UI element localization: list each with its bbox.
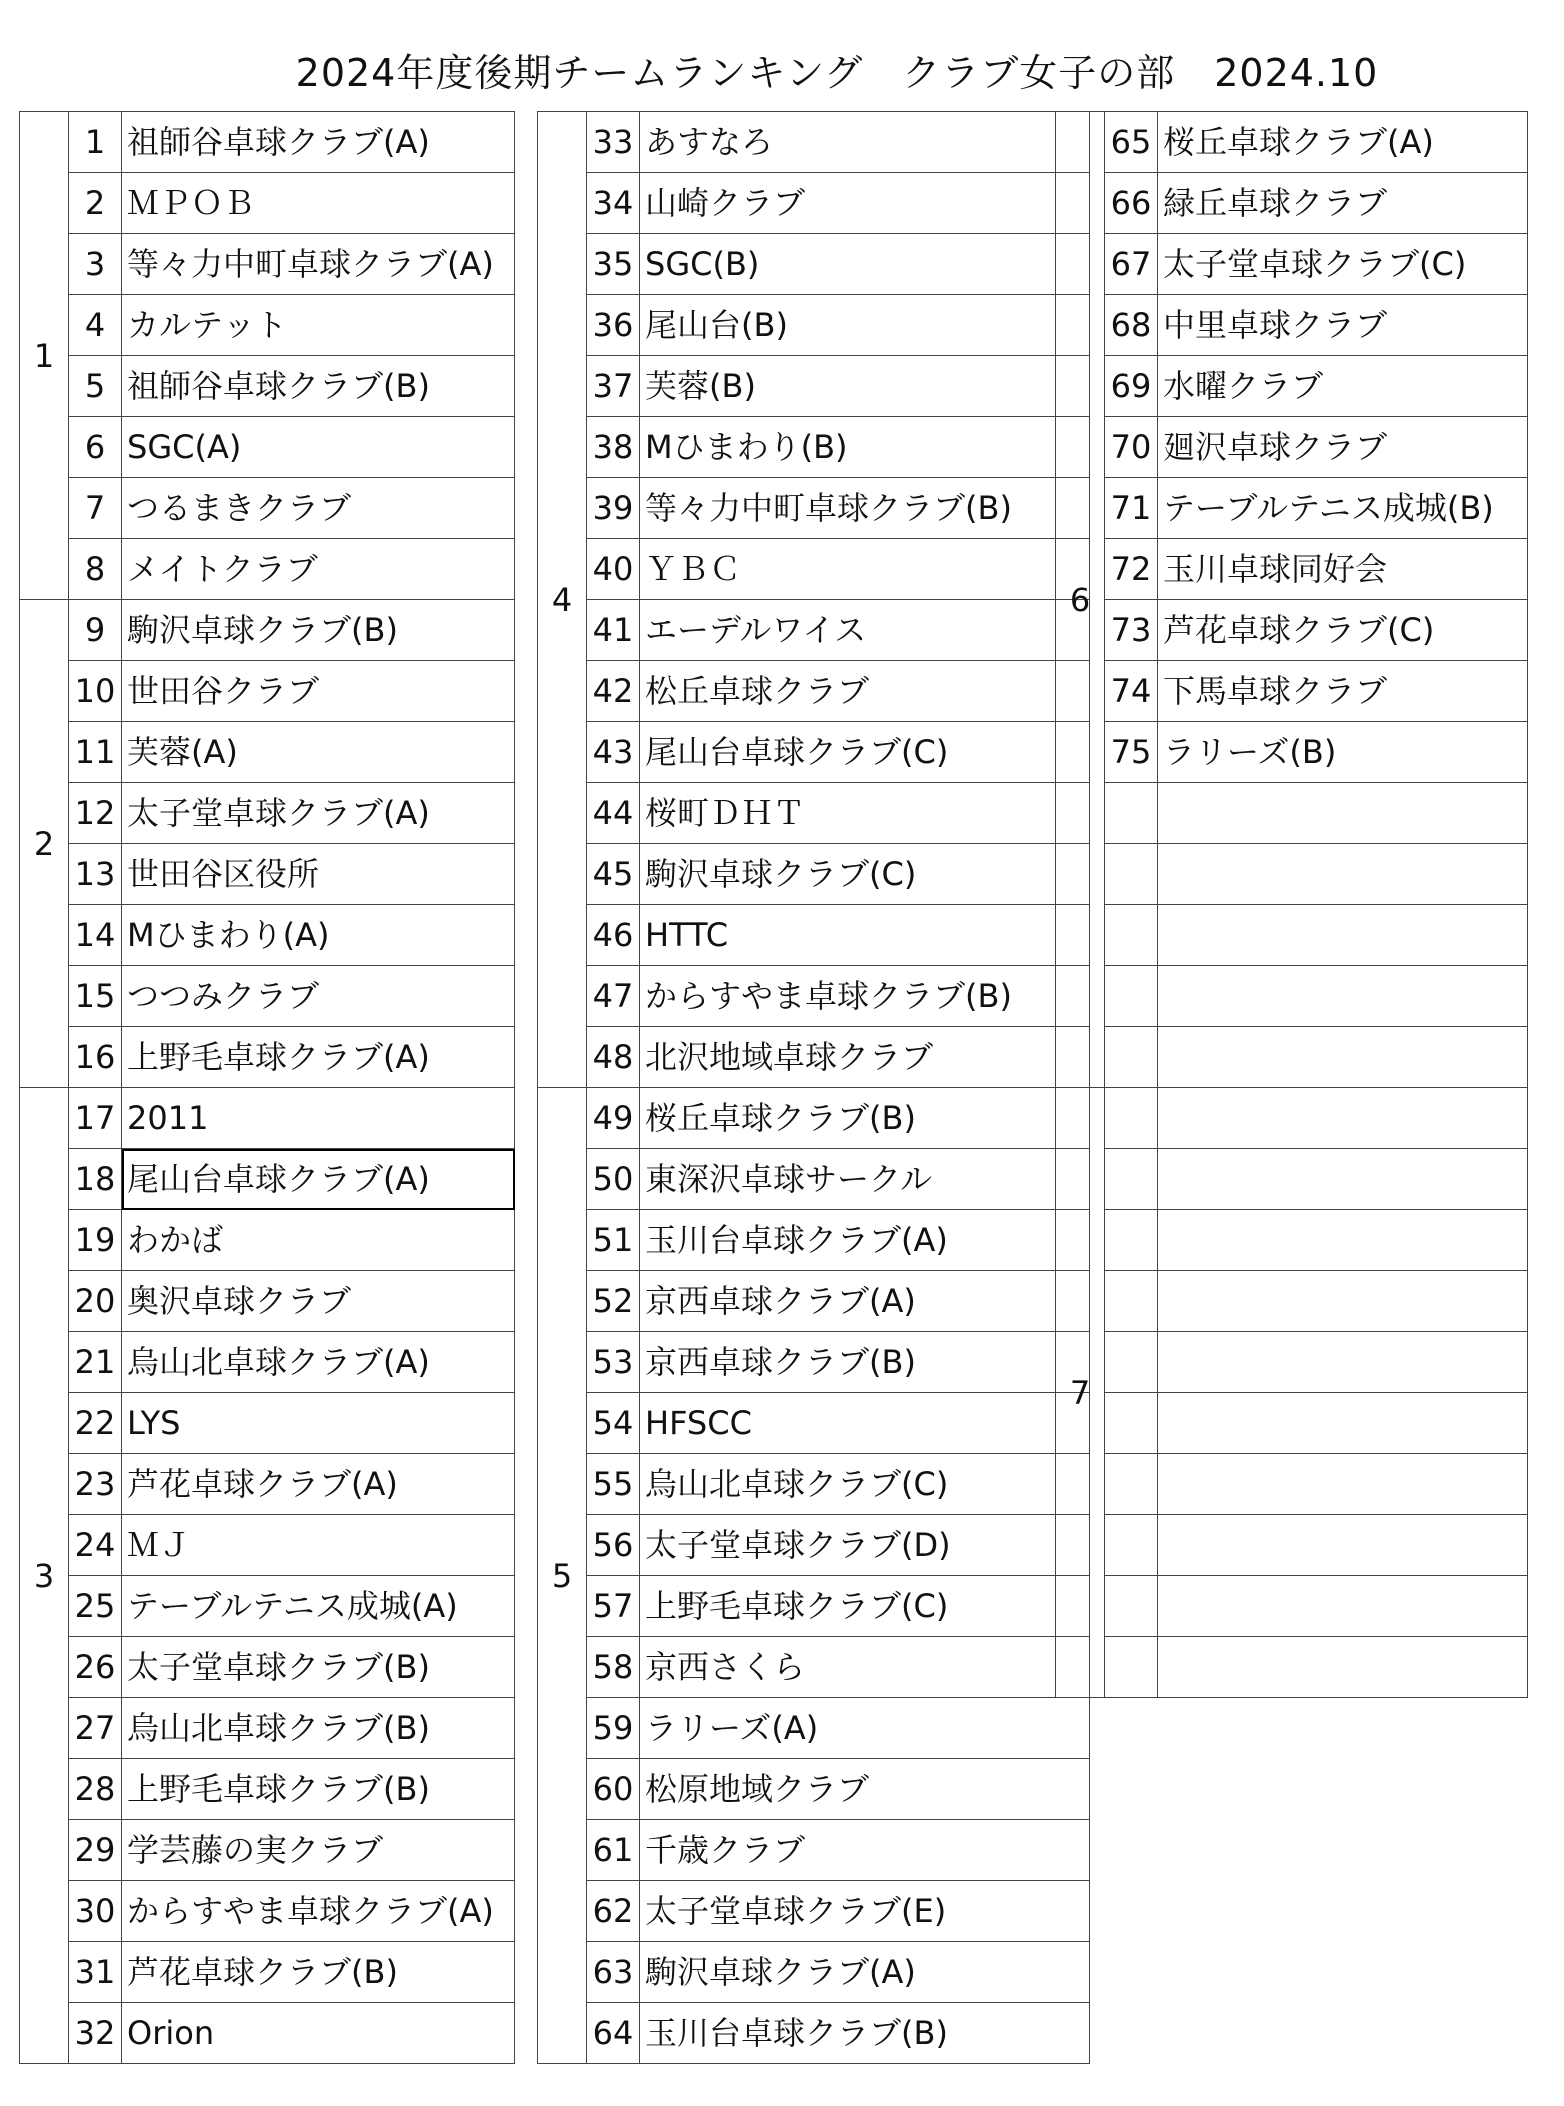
rank-number [1105, 966, 1158, 1027]
team-name: 等々力中町卓球クラブ(A) [122, 234, 515, 295]
table-row [1056, 1393, 1528, 1454]
table-row [20, 844, 515, 905]
team-name: ＭＪ [122, 1515, 515, 1576]
rank-number: 32 [69, 2003, 122, 2064]
table-row [538, 1332, 1090, 1393]
rank-number: 75 [1105, 722, 1158, 783]
table-row [1056, 600, 1528, 661]
team-name: 等々力中町卓球クラブ(B) [640, 478, 1090, 539]
rank-number: 49 [587, 1088, 640, 1149]
rank-number: 72 [1105, 539, 1158, 600]
rank-number: 23 [69, 1454, 122, 1515]
team-name: 芦花卓球クラブ(A) [122, 1454, 515, 1515]
table-row [1056, 1027, 1528, 1088]
table-row [1056, 1149, 1528, 1210]
table-row [538, 1210, 1090, 1271]
table-row [20, 234, 515, 295]
rank-number [1105, 844, 1158, 905]
team-name: 芙蓉(A) [122, 722, 515, 783]
group-label: 7 [1056, 1088, 1105, 1698]
team-name: 上野毛卓球クラブ(B) [122, 1759, 515, 1820]
team-name: 京西卓球クラブ(A) [640, 1271, 1090, 1332]
team-name: 駒沢卓球クラブ(B) [122, 600, 515, 661]
rank-number: 38 [587, 417, 640, 478]
table-row [538, 1515, 1090, 1576]
rank-number [1105, 1454, 1158, 1515]
team-name [1158, 1515, 1528, 1576]
rank-number: 15 [69, 966, 122, 1027]
rank-number: 60 [587, 1759, 640, 1820]
rank-number: 33 [587, 112, 640, 173]
team-name [1158, 1332, 1528, 1393]
rank-number: 44 [587, 783, 640, 844]
rank-number: 16 [69, 1027, 122, 1088]
ranking-column-1 [19, 111, 515, 2064]
table-row [1056, 1515, 1528, 1576]
table-row [1056, 1637, 1528, 1698]
team-name: 芦花卓球クラブ(B) [122, 1942, 515, 2003]
rank-number [1105, 1515, 1158, 1576]
rank-number: 26 [69, 1637, 122, 1698]
table-row [20, 1027, 515, 1088]
rank-number: 62 [587, 1881, 640, 1942]
group-label: 1 [20, 112, 69, 600]
rank-number [1105, 1393, 1158, 1454]
team-name: 松丘卓球クラブ [640, 661, 1090, 722]
table-row [538, 600, 1090, 661]
team-name: 北沢地域卓球クラブ [640, 1027, 1090, 1088]
team-name: SGC(A) [122, 417, 515, 478]
rank-number: 39 [587, 478, 640, 539]
team-name: 尾山台卓球クラブ(C) [640, 722, 1090, 783]
table-row [538, 1942, 1090, 2003]
table-row [1056, 1576, 1528, 1637]
rank-number [1105, 1271, 1158, 1332]
group-label: 5 [538, 1088, 587, 2064]
team-name: 烏山北卓球クラブ(B) [122, 1698, 515, 1759]
rank-number: 13 [69, 844, 122, 905]
rank-number: 58 [587, 1637, 640, 1698]
rank-number: 37 [587, 356, 640, 417]
team-name: 烏山北卓球クラブ(A) [122, 1332, 515, 1393]
table-row [20, 1332, 515, 1393]
table-row [20, 1210, 515, 1271]
table-row [20, 1942, 515, 2003]
table-row [538, 234, 1090, 295]
table-row [1056, 112, 1528, 173]
rank-number: 64 [587, 2003, 640, 2064]
rank-number: 27 [69, 1698, 122, 1759]
team-name: ＭＰＯＢ [122, 173, 515, 234]
team-name: 2011 [122, 1088, 515, 1149]
table-row [1056, 539, 1528, 600]
table-row [20, 173, 515, 234]
rank-number: 22 [69, 1393, 122, 1454]
team-name: 上野毛卓球クラブ(A) [122, 1027, 515, 1088]
team-name: あすなろ [640, 112, 1090, 173]
team-name [1158, 1271, 1528, 1332]
team-name: エーデルワイス [640, 600, 1090, 661]
group-label: 2 [20, 600, 69, 1088]
team-name: 東深沢卓球サークル [640, 1149, 1090, 1210]
table-row [538, 1881, 1090, 1942]
team-name: HTTC [640, 905, 1090, 966]
table-row [538, 661, 1090, 722]
table-row [538, 1637, 1090, 1698]
table-row [20, 1149, 515, 1210]
table-row [538, 1576, 1090, 1637]
rank-number: 47 [587, 966, 640, 1027]
ranking-column-3 [1055, 111, 1528, 1698]
rank-number: 50 [587, 1149, 640, 1210]
table-row [20, 783, 515, 844]
rank-number: 34 [587, 173, 640, 234]
table-row [538, 478, 1090, 539]
rank-number: 3 [69, 234, 122, 295]
team-name [1158, 1149, 1528, 1210]
table-row [538, 417, 1090, 478]
table-row [20, 905, 515, 966]
rank-number: 55 [587, 1454, 640, 1515]
rank-number: 68 [1105, 295, 1158, 356]
rank-number: 17 [69, 1088, 122, 1149]
team-name: 松原地域クラブ [640, 1759, 1090, 1820]
rank-number: 4 [69, 295, 122, 356]
table-row [20, 1088, 515, 1149]
table-row [1056, 173, 1528, 234]
team-name: 京西さくら [640, 1637, 1090, 1698]
group-label: 3 [20, 1088, 69, 2064]
table-row [1056, 417, 1528, 478]
team-name: 中里卓球クラブ [1158, 295, 1528, 356]
table-row [20, 1820, 515, 1881]
table-row [538, 173, 1090, 234]
rank-number: 40 [587, 539, 640, 600]
rank-number: 52 [587, 1271, 640, 1332]
rank-number: 36 [587, 295, 640, 356]
rank-number: 59 [587, 1698, 640, 1759]
table-row [1056, 844, 1528, 905]
rank-number: 12 [69, 783, 122, 844]
table-row [20, 1576, 515, 1637]
rank-number: 45 [587, 844, 640, 905]
rank-number: 41 [587, 600, 640, 661]
rank-number: 67 [1105, 234, 1158, 295]
team-name: Mひまわり(B) [640, 417, 1090, 478]
rank-number: 10 [69, 661, 122, 722]
table-row [538, 1698, 1090, 1759]
table-row [20, 1759, 515, 1820]
rank-number [1105, 783, 1158, 844]
table-row [1056, 234, 1528, 295]
rank-number: 19 [69, 1210, 122, 1271]
rank-number: 51 [587, 1210, 640, 1271]
rank-number: 54 [587, 1393, 640, 1454]
team-name: 下馬卓球クラブ [1158, 661, 1528, 722]
table-row [538, 783, 1090, 844]
team-name: 廻沢卓球クラブ [1158, 417, 1528, 478]
table-row [20, 417, 515, 478]
table-row [20, 600, 515, 661]
team-name: カルテット [122, 295, 515, 356]
team-name: つつみクラブ [122, 966, 515, 1027]
team-name: 山崎クラブ [640, 173, 1090, 234]
team-name: 京西卓球クラブ(B) [640, 1332, 1090, 1393]
team-name: 世田谷区役所 [122, 844, 515, 905]
team-name [1158, 1637, 1528, 1698]
group-label: 4 [538, 112, 587, 1088]
team-name [1158, 1088, 1528, 1149]
team-name: 水曜クラブ [1158, 356, 1528, 417]
rank-number: 71 [1105, 478, 1158, 539]
team-name [1158, 1027, 1528, 1088]
rank-number: 14 [69, 905, 122, 966]
table-row [538, 1027, 1090, 1088]
table-row [20, 1271, 515, 1332]
rank-number: 35 [587, 234, 640, 295]
rank-number: 61 [587, 1820, 640, 1881]
rank-number: 1 [69, 112, 122, 173]
table-row [20, 661, 515, 722]
rank-number: 48 [587, 1027, 640, 1088]
table-row [20, 1698, 515, 1759]
team-name: テーブルテニス成城(B) [1158, 478, 1528, 539]
table-row [538, 1088, 1090, 1149]
table-row [20, 1881, 515, 1942]
team-name: 千歳クラブ [640, 1820, 1090, 1881]
team-name: 太子堂卓球クラブ(A) [122, 783, 515, 844]
table-row [538, 112, 1090, 173]
rank-number: 25 [69, 1576, 122, 1637]
table-row [20, 1515, 515, 1576]
team-name: 駒沢卓球クラブ(A) [640, 1942, 1090, 2003]
table-row [20, 1454, 515, 1515]
team-name [1158, 783, 1528, 844]
table-row [1056, 1210, 1528, 1271]
table-row [20, 1393, 515, 1454]
team-name: 太子堂卓球クラブ(C) [1158, 234, 1528, 295]
table-row [1056, 661, 1528, 722]
team-name [1158, 844, 1528, 905]
table-row [1056, 1088, 1528, 1149]
rank-number: 56 [587, 1515, 640, 1576]
table-row [538, 356, 1090, 417]
rank-number: 43 [587, 722, 640, 783]
team-name: 祖師谷卓球クラブ(A) [122, 112, 515, 173]
table-row [1056, 356, 1528, 417]
rank-number: 46 [587, 905, 640, 966]
team-name: Mひまわり(A) [122, 905, 515, 966]
team-name: 尾山台(B) [640, 295, 1090, 356]
team-name: ラリーズ(B) [1158, 722, 1528, 783]
table-row [538, 295, 1090, 356]
rank-number: 70 [1105, 417, 1158, 478]
team-name: HFSCC [640, 1393, 1090, 1454]
table-row [538, 1454, 1090, 1515]
group-label: 6 [1056, 112, 1105, 1088]
rank-number: 69 [1105, 356, 1158, 417]
rank-number: 8 [69, 539, 122, 600]
rank-number [1105, 1637, 1158, 1698]
team-name: 玉川台卓球クラブ(B) [640, 2003, 1090, 2064]
rank-number [1105, 1149, 1158, 1210]
team-name: LYS [122, 1393, 515, 1454]
table-row [538, 966, 1090, 1027]
rank-number: 18 [69, 1149, 122, 1210]
rank-number: 7 [69, 478, 122, 539]
table-row [1056, 783, 1528, 844]
rank-number: 53 [587, 1332, 640, 1393]
team-name: 奥沢卓球クラブ [122, 1271, 515, 1332]
ranking-column-2 [537, 111, 1090, 2064]
rank-number: 73 [1105, 600, 1158, 661]
team-name: 太子堂卓球クラブ(D) [640, 1515, 1090, 1576]
table-row [538, 1149, 1090, 1210]
table-row [538, 844, 1090, 905]
team-name: 桜町ＤＨＴ [640, 783, 1090, 844]
table-row [538, 905, 1090, 966]
rank-number: 30 [69, 1881, 122, 1942]
table-row [1056, 1454, 1528, 1515]
table-row [1056, 966, 1528, 1027]
team-name [1158, 1576, 1528, 1637]
team-name [1158, 966, 1528, 1027]
team-name: からすやま卓球クラブ(A) [122, 1881, 515, 1942]
rank-number: 74 [1105, 661, 1158, 722]
team-name: 芦花卓球クラブ(C) [1158, 600, 1528, 661]
team-name: Orion [122, 2003, 515, 2064]
table-row [538, 722, 1090, 783]
rank-number: 9 [69, 600, 122, 661]
rank-number [1105, 1576, 1158, 1637]
table-row [1056, 905, 1528, 966]
rank-number: 42 [587, 661, 640, 722]
team-name: ＹＢＣ [640, 539, 1090, 600]
table-row [1056, 722, 1528, 783]
team-name: つるまきクラブ [122, 478, 515, 539]
table-row [1056, 478, 1528, 539]
table-row [20, 295, 515, 356]
table-row [538, 1820, 1090, 1881]
team-name [1158, 1210, 1528, 1271]
rank-number [1105, 1332, 1158, 1393]
team-name [1158, 905, 1528, 966]
team-name: わかば [122, 1210, 515, 1271]
table-row [20, 356, 515, 417]
team-name: ラリーズ(A) [640, 1698, 1090, 1759]
table-row [538, 1271, 1090, 1332]
team-name: 太子堂卓球クラブ(B) [122, 1637, 515, 1698]
table-row [1056, 295, 1528, 356]
rank-number: 20 [69, 1271, 122, 1332]
team-name [1158, 1454, 1528, 1515]
rank-number [1105, 1210, 1158, 1271]
team-name: 芙蓉(B) [640, 356, 1090, 417]
rank-number: 29 [69, 1820, 122, 1881]
team-name: メイトクラブ [122, 539, 515, 600]
rank-number [1105, 1027, 1158, 1088]
rank-number [1105, 905, 1158, 966]
team-name [1158, 1393, 1528, 1454]
team-name: 桜丘卓球クラブ(A) [1158, 112, 1528, 173]
rank-number: 57 [587, 1576, 640, 1637]
rank-number: 31 [69, 1942, 122, 2003]
team-name: 祖師谷卓球クラブ(B) [122, 356, 515, 417]
rank-number: 6 [69, 417, 122, 478]
team-name: 烏山北卓球クラブ(C) [640, 1454, 1090, 1515]
team-name: 駒沢卓球クラブ(C) [640, 844, 1090, 905]
rank-number: 66 [1105, 173, 1158, 234]
team-name: テーブルテニス成城(A) [122, 1576, 515, 1637]
team-name: 学芸藤の実クラブ [122, 1820, 515, 1881]
rank-number: 11 [69, 722, 122, 783]
table-row [538, 1759, 1090, 1820]
rank-number: 21 [69, 1332, 122, 1393]
team-name: 上野毛卓球クラブ(C) [640, 1576, 1090, 1637]
rank-number: 24 [69, 1515, 122, 1576]
team-name: 緑丘卓球クラブ [1158, 173, 1528, 234]
team-name-selected-cell[interactable]: 尾山台卓球クラブ(A) [122, 1149, 515, 1210]
table-row [20, 539, 515, 600]
table-row [20, 966, 515, 1027]
rank-number [1105, 1088, 1158, 1149]
rank-number: 65 [1105, 112, 1158, 173]
table-row [20, 112, 515, 173]
rank-number: 63 [587, 1942, 640, 2003]
team-name: SGC(B) [640, 234, 1090, 295]
table-row [538, 2003, 1090, 2064]
table-row [538, 1393, 1090, 1454]
table-row [1056, 1271, 1528, 1332]
table-row [20, 722, 515, 783]
rank-number: 2 [69, 173, 122, 234]
rank-number: 5 [69, 356, 122, 417]
page-title: 2024年度後期チームランキング クラブ女子の部 2024.10 [295, 51, 1379, 95]
table-row [20, 1637, 515, 1698]
team-name: 桜丘卓球クラブ(B) [640, 1088, 1090, 1149]
table-row [1056, 1332, 1528, 1393]
table-row [20, 478, 515, 539]
team-name: 太子堂卓球クラブ(E) [640, 1881, 1090, 1942]
table-row [538, 539, 1090, 600]
rank-number: 28 [69, 1759, 122, 1820]
team-name: からすやま卓球クラブ(B) [640, 966, 1090, 1027]
team-name: 玉川卓球同好会 [1158, 539, 1528, 600]
team-name: 世田谷クラブ [122, 661, 515, 722]
table-row [20, 2003, 515, 2064]
team-name: 玉川台卓球クラブ(A) [640, 1210, 1090, 1271]
